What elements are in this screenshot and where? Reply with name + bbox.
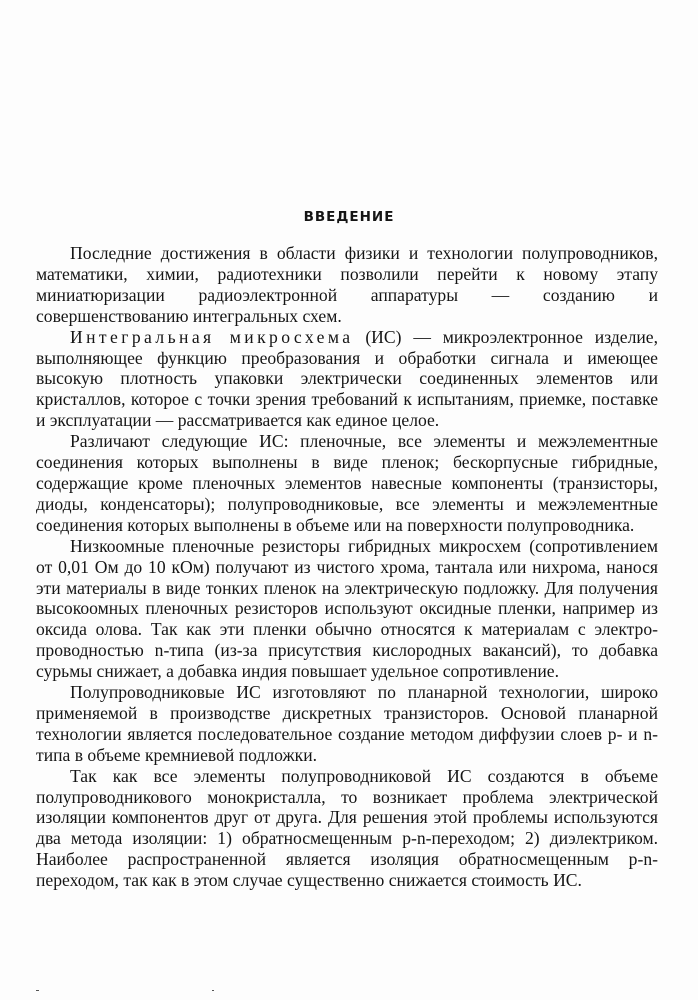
scan-mark xyxy=(36,990,39,991)
body-text xyxy=(36,243,658,891)
definition-text: (ИС) — микроэлектронное изделие, выполняющее функцию преобразования и обработки сигнала и имеющее высокую плотность упаковки электрически соединенных элементов или кристаллов, которое с точки зрения требований к испытаниям, приемке, поставке и эксплуатации — рассматривается как единое целое. xyxy=(36,326,659,431)
scan-mark xyxy=(212,990,214,991)
paragraph-isolation: Так как все элементы полупроводниковой ИС создаются в объеме полупроводникового монокристалла, то возникает проблема электрической изоляции компонентов друг от друга. Для решения этой проблемы используются два метода изоляции: 1) обратносмещенным p-n-переходом; 2) диэлектриком. Наиболее распространенной является изоляция обратносмещенным p-n-переходом, так как в этом случае существенно снижается стоимость ИС. xyxy=(36,765,658,891)
chapter-heading: ВВЕДЕНИЕ xyxy=(303,209,395,225)
paragraph-ic-types: Различают следующие ИС: пленочные, все элементы и межэлементные соединения которых выполнены в виде пленок; бескорпусные гибридные, содержащие кроме пленочных элементов навесные компоненты (транзисторы, диоды, конденсаторы); полупроводниковые, все элементы и межэлементные соединения которых выполнены в объеме или на поверхности полупроводника. xyxy=(36,431,658,535)
paragraph-film-resistors: Низкоомные пленочные резисторы гибридных микросхем (сопротивлением от 0,01 Ом до 10 кОм) получают из чистого хрома, тантала или нихрома, нанося эти материалы в виде тонких пленок на электрическую подложку. Для получения высокоомных пленочных резисторов используют оксидные пленки, например из оксида олова. Так как эти пленки обычно относятся к материалам с электропроводностью n-типа (из-за присутствия кислородных вакансий), то добавка сурьмы снижает, а добавка индия повышает удельное сопротивление. xyxy=(36,535,658,682)
paragraph-intro: Последние достижения в области физики и технологии полупроводников, математики, химии, радиотехники позволили перейти к новому этапу миниатюризации радиоэлектронной аппаратуры — созданию и совершенствованию интегральных схем. xyxy=(36,243,658,326)
definition-term: Интегральная микросхема xyxy=(70,326,354,347)
paragraph-planar-technology: Полупроводниковые ИС изготовляют по планарной технологии, широко применяемой в производстве дискретных транзисторов. Основой планарной технологии является последовательное создание методом диффузии слоев p- и n-типа в объеме кремниевой подложки. xyxy=(36,682,658,765)
paragraph-definition xyxy=(36,327,658,432)
